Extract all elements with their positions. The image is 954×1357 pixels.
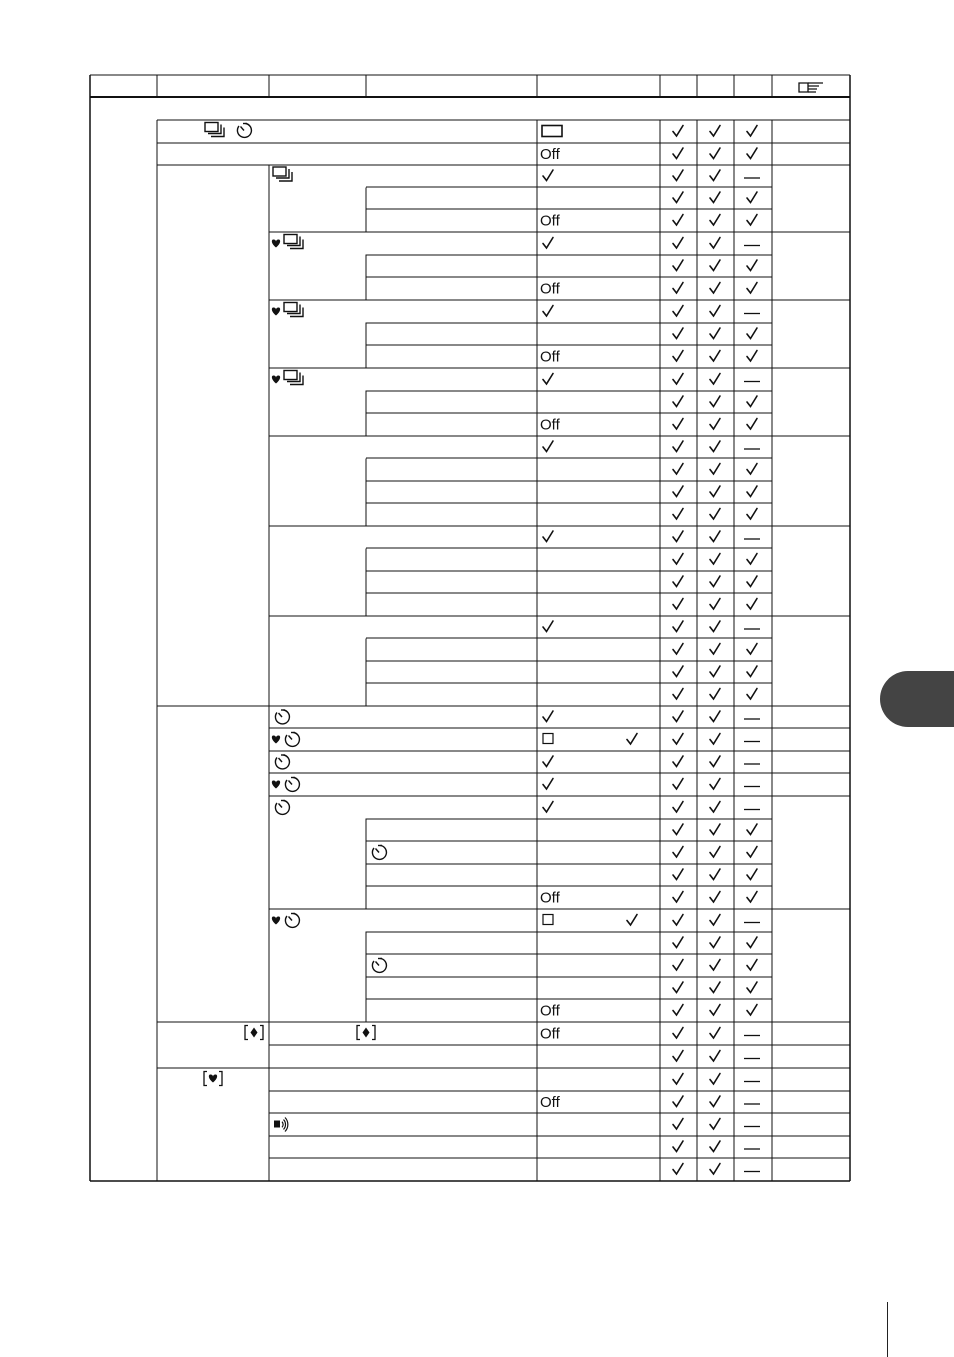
check-mark <box>710 802 720 813</box>
off-value: Off <box>540 280 560 298</box>
check-mark <box>710 1051 720 1062</box>
check-mark <box>710 328 720 339</box>
check-mark <box>673 328 683 339</box>
check-mark <box>710 464 720 475</box>
check-mark <box>673 779 683 790</box>
table-cells <box>204 83 823 1174</box>
off-value: Off <box>540 348 560 366</box>
check-mark <box>710 260 720 271</box>
check-mark <box>673 621 683 632</box>
heart-icon <box>272 917 280 925</box>
check-mark <box>710 192 720 203</box>
check-mark <box>673 1164 683 1175</box>
self-timer-icon <box>372 959 386 973</box>
check-mark <box>673 982 683 993</box>
check-mark <box>710 554 720 565</box>
check-mark <box>747 464 757 475</box>
check-mark <box>710 915 720 926</box>
check-mark <box>673 148 683 159</box>
check-mark <box>543 779 553 790</box>
check-mark <box>747 328 757 339</box>
check-mark <box>627 915 637 926</box>
check-mark <box>710 869 720 880</box>
check-mark <box>747 960 757 971</box>
self-timer-icon <box>372 846 386 860</box>
check-mark <box>710 396 720 407</box>
check-mark <box>747 892 757 903</box>
off-value: Off <box>540 889 560 907</box>
check-mark <box>710 666 720 677</box>
check-mark <box>673 396 683 407</box>
bracket-diamond-icon <box>245 1026 263 1040</box>
check-mark <box>747 260 757 271</box>
check-mark <box>747 937 757 948</box>
check-mark <box>747 982 757 993</box>
check-mark <box>673 1119 683 1130</box>
check-mark <box>710 779 720 790</box>
self-timer-icon <box>285 778 299 792</box>
check-mark <box>673 847 683 858</box>
heart-icon <box>272 376 280 384</box>
check-mark <box>543 756 553 767</box>
check-mark <box>543 170 553 181</box>
sequential-shooting-icon <box>205 123 224 137</box>
check-mark <box>673 419 683 430</box>
check-mark <box>673 1005 683 1016</box>
hand-pointing-icon <box>799 83 823 92</box>
sequential-shooting-icon <box>284 235 303 249</box>
check-mark <box>673 734 683 745</box>
check-mark <box>673 260 683 271</box>
check-mark <box>673 1051 683 1062</box>
check-mark <box>543 621 553 632</box>
check-mark <box>747 509 757 520</box>
check-mark <box>673 126 683 137</box>
check-mark <box>673 937 683 948</box>
check-mark <box>710 599 720 610</box>
check-mark <box>673 644 683 655</box>
check-mark <box>673 306 683 317</box>
check-mark <box>710 960 720 971</box>
check-mark <box>747 396 757 407</box>
check-mark <box>673 238 683 249</box>
check-mark <box>747 576 757 587</box>
check-mark <box>673 1141 683 1152</box>
check-mark <box>710 486 720 497</box>
check-mark <box>673 915 683 926</box>
check-mark <box>673 509 683 520</box>
heart-icon <box>209 1075 217 1083</box>
self-timer-icon <box>275 710 289 724</box>
check-mark <box>710 937 720 948</box>
check-mark <box>710 509 720 520</box>
check-mark <box>747 419 757 430</box>
check-mark <box>673 960 683 971</box>
check-mark <box>747 554 757 565</box>
check-mark <box>747 689 757 700</box>
check-mark <box>747 148 757 159</box>
check-mark <box>710 1074 720 1085</box>
check-mark <box>710 711 720 722</box>
check-mark <box>710 847 720 858</box>
check-mark <box>710 576 720 587</box>
check-mark <box>710 892 720 903</box>
check-mark <box>673 576 683 587</box>
check-mark <box>710 238 720 249</box>
self-timer-icon <box>275 755 289 769</box>
check-mark <box>710 1005 720 1016</box>
check-mark <box>710 621 720 632</box>
check-mark <box>710 644 720 655</box>
check-mark <box>673 824 683 835</box>
heart-icon <box>272 736 280 744</box>
check-mark <box>747 869 757 880</box>
check-mark <box>673 351 683 362</box>
check-mark <box>747 847 757 858</box>
check-mark <box>747 666 757 677</box>
self-timer-icon <box>237 124 251 138</box>
check-mark <box>543 802 553 813</box>
sequential-shooting-icon <box>284 303 303 317</box>
check-mark <box>673 1096 683 1107</box>
self-timer-icon <box>285 733 299 747</box>
check-mark <box>673 531 683 542</box>
check-mark <box>673 599 683 610</box>
check-mark <box>710 306 720 317</box>
check-mark <box>673 802 683 813</box>
check-mark <box>673 215 683 226</box>
table-grid <box>90 75 850 1181</box>
check-mark <box>747 283 757 294</box>
check-mark <box>673 869 683 880</box>
check-mark <box>710 531 720 542</box>
check-mark <box>543 374 553 385</box>
check-mark <box>710 734 720 745</box>
check-mark <box>747 644 757 655</box>
off-value: Off <box>540 1002 560 1020</box>
off-value: Off <box>540 146 560 163</box>
check-mark <box>747 192 757 203</box>
check-mark <box>543 238 553 249</box>
self-timer-icon <box>285 914 299 928</box>
check-mark <box>710 982 720 993</box>
check-mark <box>673 464 683 475</box>
check-mark <box>673 756 683 767</box>
check-mark <box>710 1028 720 1039</box>
check-mark <box>673 689 683 700</box>
check-mark <box>710 1096 720 1107</box>
check-mark <box>710 148 720 159</box>
check-mark <box>673 192 683 203</box>
check-mark <box>673 892 683 903</box>
check-mark <box>673 283 683 294</box>
check-mark <box>673 486 683 497</box>
check-mark <box>710 170 720 181</box>
check-mark <box>710 215 720 226</box>
self-timer-icon <box>275 801 289 815</box>
heart-icon <box>272 308 280 316</box>
sequential-shooting-icon <box>284 371 303 385</box>
checkbox-icon <box>543 915 553 925</box>
check-mark <box>673 374 683 385</box>
check-mark <box>747 126 757 137</box>
heart-icon <box>272 240 280 248</box>
check-mark <box>673 441 683 452</box>
check-mark <box>710 419 720 430</box>
check-mark <box>673 1074 683 1085</box>
check-mark <box>710 126 720 137</box>
off-value: Off <box>540 416 560 434</box>
check-mark <box>627 734 637 745</box>
check-mark <box>710 374 720 385</box>
check-mark <box>710 283 720 294</box>
check-mark <box>747 1005 757 1016</box>
check-mark <box>673 1028 683 1039</box>
check-mark <box>710 1164 720 1175</box>
check-mark <box>710 824 720 835</box>
check-mark <box>710 351 720 362</box>
check-mark <box>673 170 683 181</box>
heart-icon <box>272 781 280 789</box>
check-mark <box>747 599 757 610</box>
bracket-diamond-icon <box>357 1026 375 1040</box>
check-mark <box>543 711 553 722</box>
check-mark <box>543 531 553 542</box>
off-value: Off <box>540 1094 560 1111</box>
check-mark <box>710 1141 720 1152</box>
check-mark <box>673 711 683 722</box>
sound-icon <box>274 1118 288 1132</box>
check-mark <box>710 689 720 700</box>
check-mark <box>747 486 757 497</box>
check-mark <box>543 441 553 452</box>
check-mark <box>543 306 553 317</box>
check-mark <box>747 351 757 362</box>
sequential-shooting-icon <box>273 167 292 181</box>
check-mark <box>673 554 683 565</box>
check-mark <box>710 1119 720 1130</box>
check-mark <box>710 441 720 452</box>
off-value: Off <box>540 212 560 230</box>
check-mark <box>747 215 757 226</box>
off-value: Off <box>540 1025 560 1043</box>
check-mark <box>747 824 757 835</box>
check-mark <box>673 666 683 677</box>
checkbox-icon <box>543 734 553 744</box>
check-mark <box>710 756 720 767</box>
single-frame-icon <box>542 126 562 137</box>
